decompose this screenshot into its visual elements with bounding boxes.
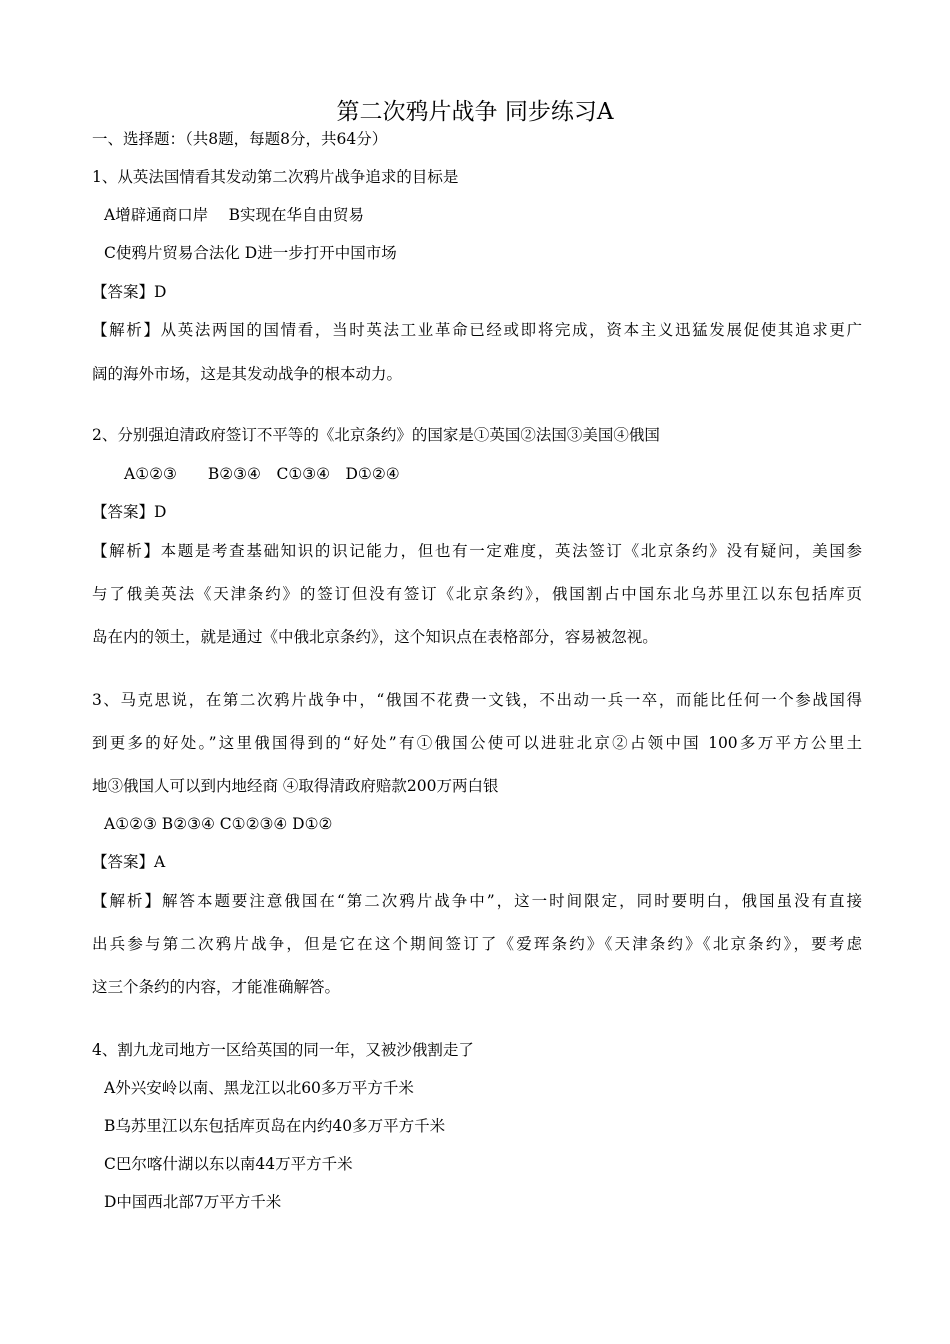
q4-option-c: C巴尔喀什湖以东以南44万平方千米 bbox=[104, 1155, 353, 1173]
q4-option-a: A外兴安岭以南、黑龙江以北60多万平方千米 bbox=[104, 1079, 414, 1097]
q3-stem-line3: 地③俄国人可以到内地经商 ④取得清政府赔款200万两白银 bbox=[92, 777, 499, 795]
q1-analysis-line2: 阔的海外市场，这是其发动战争的根本动力。 bbox=[92, 365, 403, 383]
page-title: 第二次鸦片战争 同步练习A bbox=[336, 99, 614, 125]
q1-analysis-line1: 【解析】从英法两国的国情看，当时英法工业革命已经或即将完成，资本主义迅猛发展促使其追求更广 bbox=[92, 321, 862, 339]
q3-stem-line2: 到更多的好处。”这里俄国得到的“好处”有①俄国公使可以进驻北京②占领中国 100多万平方公里土 bbox=[92, 734, 862, 752]
section-heading: 一、选择题：（共8题，每题8分，共64分） bbox=[92, 130, 388, 148]
q1-options-line1: A增辟通商口岸 B实现在华自由贸易 bbox=[104, 206, 365, 224]
q1-options-line2: C使鸦片贸易合法化 D进一步打开中国市场 bbox=[104, 244, 397, 262]
q3-analysis-line3: 这三个条约的内容，才能准确解答。 bbox=[92, 978, 341, 996]
q1-stem: 1、从英法国情看其发动第二次鸦片战争追求的目标是 bbox=[92, 168, 459, 186]
q3-analysis-line2: 出兵参与第二次鸦片战争，但是它在这个期间签订了《爱珲条约》《天津条约》《北京条约》，要考虑 bbox=[92, 935, 862, 953]
q2-answer: 【答案】D bbox=[92, 503, 167, 521]
q2-options: A①②③ B②③④ C①③④ D①②④ bbox=[124, 465, 400, 483]
q3-analysis-line1: 【解析】解答本题要注意俄国在“第二次鸦片战争中”，这一时间限定，同时要明白，俄国虽没有直接 bbox=[92, 892, 862, 910]
q4-stem: 4、割九龙司地方一区给英国的同一年，又被沙俄割走了 bbox=[92, 1041, 474, 1059]
q2-analysis-line2: 与了俄美英法《天津条约》的签订但没有签订《北京条约》，俄国割占中国东北乌苏里江以东包括库页 bbox=[92, 585, 862, 603]
q2-analysis-line1: 【解析】本题是考查基础知识的识记能力，但也有一定难度，英法签订《北京条约》没有疑问，美国参 bbox=[92, 542, 862, 560]
q3-stem-line1: 3、马克思说，在第二次鸦片战争中，“俄国不花费一文钱，不出动一兵一卒，而能比任何一个参战国得 bbox=[92, 691, 862, 709]
q1-answer: 【答案】D bbox=[92, 283, 167, 301]
q2-stem: 2、分别强迫清政府签订不平等的《北京条约》的国家是①英国②法国③美国④俄国 bbox=[92, 426, 660, 444]
q3-options: A①②③ B②③④ C①②③④ D①② bbox=[104, 815, 333, 833]
q4-option-d: D中国西北部7万平方千米 bbox=[104, 1193, 282, 1211]
q2-analysis-line3: 岛在内的领土，就是通过《中俄北京条约》，这个知识点在表格部分，容易被忽视。 bbox=[92, 628, 658, 646]
q4-option-b: B乌苏里江以东包括库页岛在内约40多万平方千米 bbox=[104, 1117, 446, 1135]
q3-answer: 【答案】A bbox=[92, 853, 166, 871]
